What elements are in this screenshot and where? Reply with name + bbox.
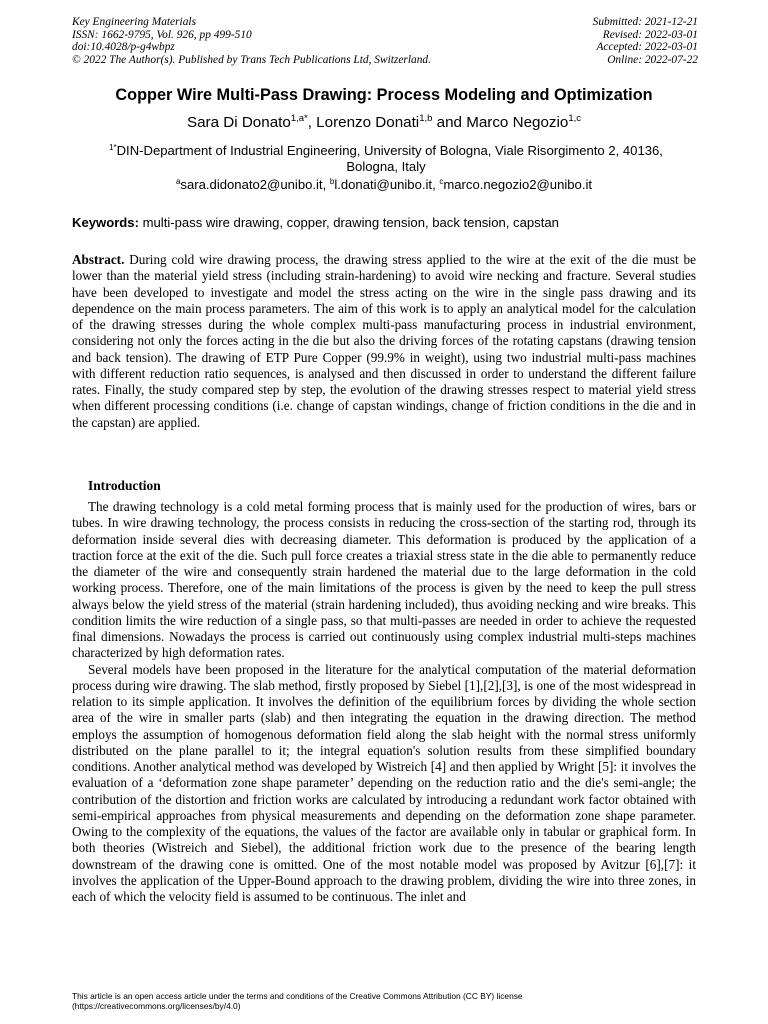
license-footer (72, 991, 523, 1012)
author-affiliation-mark: 1,c (568, 113, 582, 124)
author-name: Marco Negozio (466, 114, 569, 131)
issn-volume: ISSN: 1662-9795, Vol. 926, pp 499-510 (72, 28, 252, 41)
date-accepted: Accepted: 2022-03-01 (596, 41, 698, 54)
author-name: Lorenzo Donati (316, 114, 420, 131)
date-online: Online: 2022-07-22 (607, 53, 698, 66)
keywords-label: Keywords: (72, 215, 139, 230)
license-url[interactable]: (https://creativecommons.org/licenses/by/4.0) (72, 1001, 241, 1012)
keywords-text: multi-pass wire drawing, copper, drawing tension, back tension, capstan (142, 215, 559, 230)
abstract (72, 252, 696, 431)
abstract-text: During cold wire drawing process, the drawing stress applied to the wire at the exit of the die must be lower than the material yield stress (including strain-hardening) to avoid wire necking and fracture. Several studies have been developed to investigate and model the stress acting on the wire in the single pass drawing and its dependence on the main process parameters. The aim of this work is to apply an analytical model for the calculation of the drawing stresses during the whole complex multi-pass manufacturing process in industrial environment, considering not only the forces acting in the die but also the driving forces of the rotating capstans (drawing tension and back tension). The drawing of ETP Pure Copper (99.9% in weight), using two industrial multi-pass machines with different reduction ratio sequences, is analysed and then discussed in order to understand the different failure rates. Finally, the study compared step by step, the evolution of the drawing stresses respect to material yield stress when different processing conditions (i.e. change of capstan windings, change of friction conditions in the die and in the capstan) are applied. (72, 252, 696, 430)
paragraph: The drawing technology is a cold metal forming process that is mainly used for the production of wires, bars or tubes. In wire drawing technology, the process consists in reducing the cross-section of the starting rod, through its deformation inside several dies with decreasing diameter. This deformation is produced by the application of a traction force at the exit of the die. Such pull force creates a triaxial stress state in the die able to permanently reduce the diameter of the wire and consequently strain hardened the material due to the large deformation in the cold working process. Therefore, one of the main limitations of the process is given by the need to keep the pull stress always below the yield stress of the material (strain hardening included), thus avoiding necking and wire breaks. This condition limits the wire reduction of a single pass, so that multi-passes are needed in order to achieve the requested final dimensions. Nowadays the process is carried out continuously using complex industrial multi-steps machines characterized by high deformation rates. (72, 499, 696, 661)
affiliation-mark: 1* (109, 143, 117, 152)
author-affiliation-mark: 1,a* (290, 113, 308, 124)
publication-dates (593, 16, 698, 66)
author-separator: and (432, 114, 467, 131)
email-mark: b (329, 177, 335, 186)
abstract-label: Abstract. (72, 252, 125, 267)
author-name: Sara Di Donato (186, 114, 291, 131)
journal-info (72, 16, 431, 66)
email-link[interactable]: l.donati@unibo.it (334, 177, 433, 192)
paper-title: Copper Wire Multi-Pass Drawing: Process Modeling and Optimization (115, 86, 653, 104)
license-text: This article is an open access article under the terms and conditions of the Creative Commons Attribution (CC BY) license (72, 991, 523, 1001)
affiliation (84, 140, 688, 174)
author-affiliation-mark: 1,b (419, 113, 433, 124)
author-list (0, 113, 768, 131)
affiliation-text: DIN-Department of Industrial Engineering, University of Bologna, Viale Risorgimento 2, 40136, Bologna, Italy (116, 143, 663, 174)
date-submitted: Submitted: 2021-12-21 (592, 16, 698, 28)
introduction-body (72, 499, 696, 905)
section-heading-introduction: Introduction (88, 478, 161, 493)
email-mark: a (175, 177, 181, 186)
email-mark: c (439, 177, 444, 186)
date-revised: Revised: 2022-03-01 (602, 28, 698, 41)
author-separator: , (307, 114, 317, 131)
keywords (72, 215, 702, 230)
paragraph: Several models have been proposed in the literature for the analytical computation of the material deformation process during wire drawing. The slab method, firstly proposed by Siebel [1],[2],[3], is one of the most widespread in relation to its simple application. It involves the definition of the equilibrium forces by dividing the whole section area of the wire in smaller parts (slab) and then integrating the equation in the drawing direction. The method employs the assumption of homogenous deformation field along the slab height with the normal stress uniformly distributed on the plane parallel to it; the integral equation's solution results from these simplified boundary conditions. Another analytical method was developed by Wistreich [4] and then applied by Wright [5]: it involves the evaluation of a ‘deformation zone shape parameter’ depending on the reduction ratio and the die's semi-angle; the contribution of the distortion and friction works are calculated by introducing a redundant work factor obtained with semi-empirical approaches from physical measurements and depending on the deformation zone shape parameter. Owing to the complexity of the equations, the values of the factor are available only in tabular or graphical form. In both theories (Wistreich and Siebel), the additional friction work due to the presence of the bearing length downstream of the drawing cone is omitted. One of the most notable model was proposed by Avitzur [6],[7]: it involves the application of the Upper-Bound approach to the drawing problem, dividing the wire into three zones, in each of which the velocity field is assumed to be continuous. The inlet and (72, 661, 696, 904)
email-link[interactable]: marco.negozio2@unibo.it (443, 177, 593, 192)
author-emails: $^a$sara.didonato2@unibo.it, $^b$l.donati@unibo.it, $^c$marco.negozio2@unibo.it (175, 177, 593, 192)
copyright: © 2022 The Author(s). Published by Trans Tech Publications Ltd, Switzerland. (72, 53, 431, 66)
doi: doi:10.4028/p-g4wbpz (72, 41, 175, 54)
email-link[interactable]: sara.didonato2@unibo.it (180, 177, 323, 192)
journal-name: Key Engineering Materials (72, 16, 197, 28)
